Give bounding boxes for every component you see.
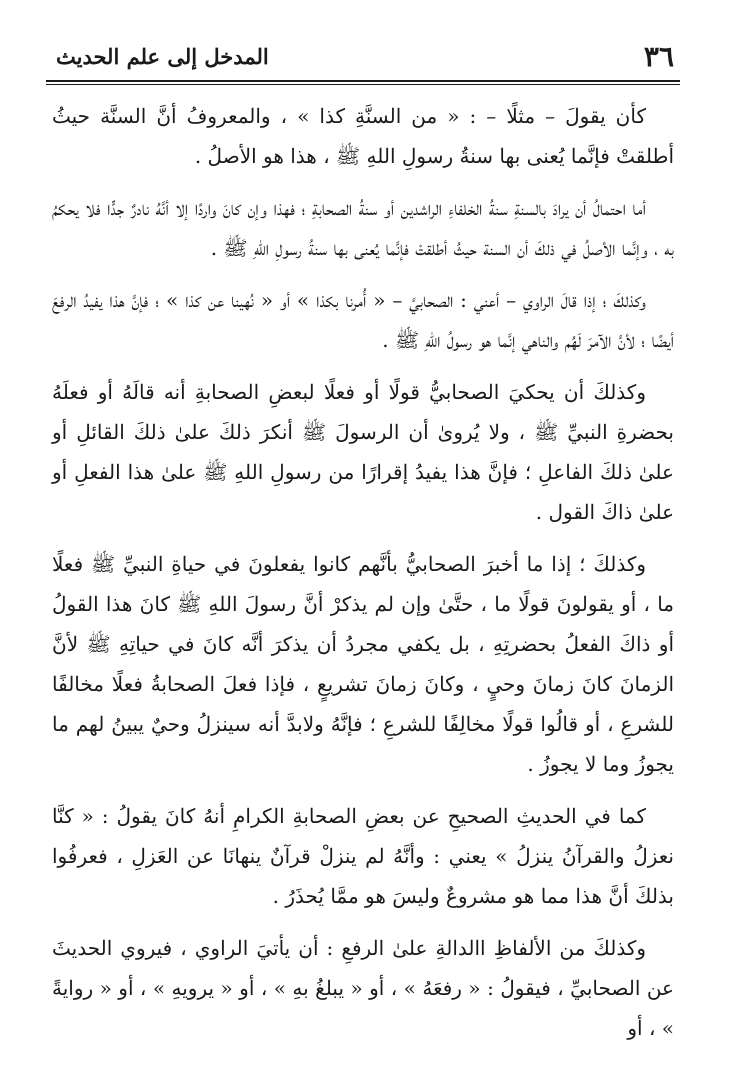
paragraph-3: وكذلكَ ؛ إذا قالَ الراوي – أعني : الصحابيَّ – « أُمرنا بكذا » أو « نُهينا عن كذا » ؛ فإنَّ هذا يفيدُ الرفعَ أيضًا ؛ لأنَّ الآمرَ لَهُم والناهي إنَّما هو رسولُ اللهِ ﷺ . [52,288,674,352]
page-header [48,38,684,76]
book-title: المدخل إلى علم الحديث [56,44,269,69]
page-number: ٣٦ [643,40,674,73]
header-divider [46,80,680,82]
paragraph-5: وكذلكَ ؛ إذا ما أخبرَ الصحابيُّ بأنَّهم كانوا يفعلونَ في حياةِ النبيِّ ﷺ فعلًا ما ، أو يقولونَ قولًا ما ، حتَّىٰ وإن لم يذكرْ أنَّ رسولَ اللهِ ﷺ كانَ هذا القولُ أو ذاكَ الفعلُ بحضرتِهِ ، بل يكفي مجردُ أن يذكرَ أنَّه كانَ في حياتِهِ ﷺ لأنَّ الزمانَ كانَ زمانَ وحيٍ ، وكانَ زمانَ تشريعٍ ، فإذا فعلَ الصحابةُ فعلًا مخالفًا للشرعِ ، أو قالُوا قولًا مخالِفًا للشرعِ ؛ فإنَّهُ ولابدَّ أنه سينزلُ وحيٌ يبينُ لهم ما يجوزُ وما لا يجوزُ . [52,552,674,776]
paragraph-6: كما في الحديثِ الصحيحِ عن بعضِ الصحابةِ الكرامِ أنهُ كانَ يقولُ : « كنَّا نعزلُ والقرآنُ ينزلُ » يعني : وأنَّهُ لم ينزلْ قرآنٌ ينهانَا عن العَزلِ ، فعرفُوا بذلكَ أنَّ هذا مما هو مشروعٌ وليسَ هو ممَّا يُحذَرُ . [52,804,674,908]
paragraph-1: كأن يقولَ – مثلًا – : « من السنَّةِ كذا » ، والمعروفُ أنَّ السنَّة حيثُ أطلقتْ فإنَّما يُعنى بها سنةُ رسولِ اللهِ ﷺ ، هذا هو الأصلُ . [52,104,674,168]
paragraph-2: أما احتمالُ أن يرادَ بالسنةِ سنةُ الخلفاءِ الراشدين أو سنةُ الصحابةِ ؛ فهذا وإن كانَ واردًا إلا أنَّهُ نادرٌ جدًّا فلا يحكمُ به ، وإنَّما الأصلُ في ذلكَ أن السنة حيثُ أطلقتْ فإنَّما يُعنى بها سنةُ رسولِ اللهِ ﷺ . [52,196,674,260]
header-divider-thin [46,84,680,85]
body-text [52,96,674,1060]
paragraph-7: وكذلكَ من الألفاظِ االدالةِ علىٰ الرفعِ : أن يأتيَ الراوي ، فيروي الحديثَ عن الصحابيِّ ، فيقولُ : « رفعَهُ » ، أو « يبلغُ بهِ » ، أو « يرويهِ » ، أو « روايةً » ، أو [52,936,674,1040]
paragraph-4: وكذلكَ أن يحكيَ الصحابيُّ قولًا أو فعلًا لبعضِ الصحابةِ أنه قالَهُ أو فعلَهُ بحضرةِ النبيِّ ﷺ ، ولا يُروىٰ أن الرسولَ ﷺ أنكرَ ذلكَ علىٰ ذلكَ القائلِ أو علىٰ ذلكَ الفاعلِ ؛ فإنَّ هذا يفيدُ إقرارًا من رسولِ اللهِ ﷺ علىٰ هذا الفعلِ أو علىٰ ذاكَ القول . [52,380,674,524]
